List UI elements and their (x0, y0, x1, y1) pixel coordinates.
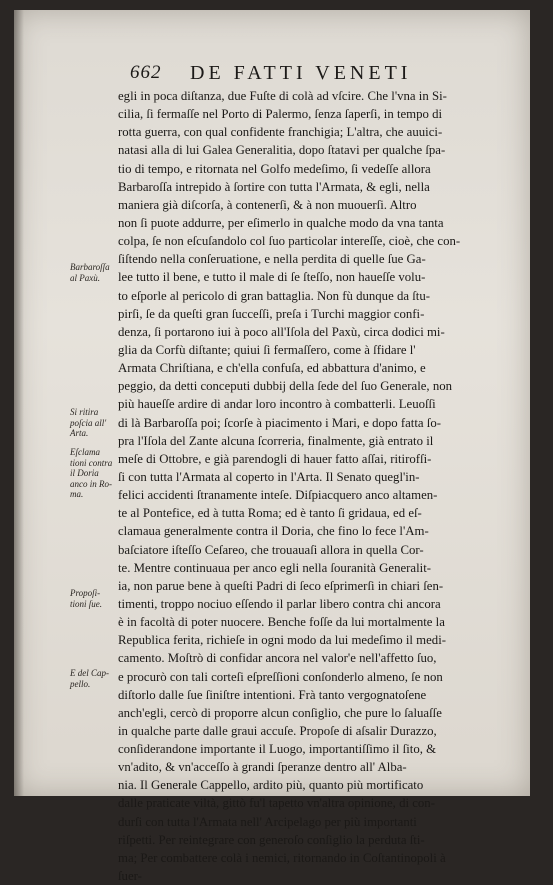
text-line: Armata Chriſtiana, e ch'ella confuſa, ed abbattura d'animo, e (118, 361, 426, 376)
page-header (130, 62, 510, 86)
text-line: più haueſſe ardire di andar loro incontro à combatterli. Leuoſſi (118, 397, 436, 412)
margin-note-line: al Paxù. (70, 272, 100, 283)
text-line: in qualche parte dalle graui accuſe. Propoſe di aſsalir Durazzo, (118, 723, 437, 738)
text-line: conſiderandone importante il Luogo, importantiſſimo il ſito, & (118, 742, 437, 757)
text-line: to eſporle al pericolo di gran battaglia. Non fù dunque da ſtu- (118, 288, 431, 303)
margin-note-line: poſcia all' (70, 417, 107, 428)
text-line: dalle praticate viltà, gittò fu'l tapetto vn'altra opinione, di con- (118, 796, 435, 811)
text-line: Barbaroſſa intrepido à ſortire con tutta l'Armata, & egli, nella (118, 179, 430, 194)
text-line: ſiſtendo nella conſeruatione, e nella perdita di quelle ſue Ga- (118, 252, 426, 267)
text-line: cilia, ſi fermaſſe nel Porto di Palermo, ſenza ſaperſi, in tempo di (118, 107, 443, 122)
text-line: non ſi puote addurre, per eſimerlo in qualche modo da vna tanta (118, 215, 444, 230)
text-line: meſe di Ottobre, e già parendogli di hauer fatto aſſai, ritirofſi- (118, 451, 432, 466)
text-line: baſciatore iſteſſo Ceſareo, che trouauaſi allora in quella Cor- (118, 542, 424, 557)
body-text (118, 87, 520, 885)
margin-note-line: E del Cap- (70, 668, 109, 678)
text-line: glia da Corfù diſtante; quiui ſi fermaſſero, come à ſfidare l' (118, 342, 416, 357)
text-line: colpa, ſe non eſcuſandolo col ſuo particolar intereſſe, cioè, che con- (118, 234, 461, 249)
text-line: di là Barbaroſſa poi; ſcorſe à piacimento i Mari, e dopo fatta ſo- (118, 415, 442, 430)
text-line: vn'adito, & vn'acceſſo à grandi ſperanze dentro all' Alba- (118, 760, 407, 775)
text-line: maniera già diſcorſa, à contenerſi, & à non muouerſi. Altro (118, 197, 417, 212)
text-line: te. Mentre continuaua per anco egli nella ſouranità Generalit- (118, 560, 432, 575)
text-line: pra l'Iſola del Zante alcuna ſcorreria, finalmente, già entrato il (118, 433, 434, 448)
text-line: te al Pontefice, ed à tutta Roma; ed è tanto ſi gridaua, ed eſ- (118, 506, 422, 521)
text-line: egli in poca diſtanza, due Fuſte di colà ad vſcire. Che l'vna in Si- (118, 89, 447, 103)
text-line: ia, non parue bene à queſti Padri di ſeco eſprimerſi in chiari ſen- (118, 578, 444, 593)
margin-note-barbarossa (70, 262, 120, 283)
margin-note-line: anco in Ro- (70, 478, 112, 489)
margin-note-esclamationi (70, 447, 120, 500)
margin-note-line: Arta. (70, 428, 89, 438)
text-line: denza, ſi portarono iui à poco all'Iſola del Paxù, circa dodici mi- (118, 324, 445, 339)
margin-note-line: Propoſi- (70, 588, 101, 598)
text-line: camento. Moſtrò di confidar ancora nel valor'e nell'affetto ſuo, (118, 651, 437, 666)
margin-note-line: pello. (70, 678, 91, 689)
text-line: diſtorlo dalle ſue ſiniſtre intentioni. Frà tanto vergognatoſene (118, 687, 427, 702)
text-line: tio di tempo, e ritornata nel Golfo medeſimo, ſi vedeſſe allora (118, 161, 431, 176)
text-line: clamaua generalmente contra il Doria, che fino lo fece l'Am- (118, 524, 429, 539)
text-line: lee tutto il bene, e tutto il male di ſe ſteſſo, non haueſſe volu- (118, 270, 426, 285)
margin-note-line: il Doria (70, 468, 99, 478)
text-line: riſpetti. Per reintegrare con generoſo conſiglio la perduta ſti- (118, 832, 425, 847)
text-line: timenti, troppo nociuo eſſendo il parlar libero contra chi ancora (118, 596, 441, 611)
text-line: felici accidenti ſtranamente inteſe. Diſpiacquero anco altamen- (118, 488, 438, 503)
margin-note-line: Si ritira (70, 407, 99, 417)
text-line: peggio, da detti conceputi dubbij della ſede del ſuo Generale, non (118, 379, 453, 394)
text-line: ſi con tutta l'Armata al coperto in l'Arta. Il Senato quegl'in- (118, 469, 420, 484)
text-line: è in facoltà di poter nuocere. Benche foſſe da lui mortalmente la (118, 615, 445, 630)
margin-note-line: tioni ſue. (70, 598, 102, 609)
text-line: rotta guerra, con qual confidente franchigia; L'altra, che auuici- (118, 125, 443, 140)
margin-note-line: tioni contra (70, 457, 113, 468)
text-line: anch'egli, cercò di proporre alcun conſiglio, che pure lo ſaluaſſe (118, 705, 442, 720)
running-head: DE FATTI VENETI (190, 62, 412, 84)
text-line: nia. Il Generale Cappello, ardito più, quanto più mortificato (118, 778, 424, 793)
text-line: ma; Per combattere colà i nemici, ritornando in Coſtantinopoli à (118, 850, 446, 865)
text-line: e procurò con tali corteſi eſpreſſioni conſonderlo almeno, ſe non (118, 669, 443, 684)
text-line: ſuer- (118, 869, 142, 884)
margin-note-arta (70, 407, 120, 439)
text-line: natasi alla di lui Galea Generalitia, dopo ſtatavi per qualche ſpa- (118, 143, 446, 158)
margin-note-line: ma. (70, 489, 84, 499)
text-line: Republica ferita, richieſe in ogni modo da lui medeſimo il medi- (118, 633, 447, 648)
margin-note-line: Barbaroſſa (70, 262, 110, 272)
margin-note-cappello (70, 668, 120, 689)
margin-note-propositioni (70, 588, 120, 609)
margin-note-line: Eſclama (70, 447, 100, 457)
text-line: durſi con tutta l'Armata nell' Arcipelago per più importanti (118, 814, 417, 829)
page-shadow (14, 10, 24, 796)
text-line: pirſi, ſe da queſti gran ſucceſſi, preſa i Turchi maggior confi- (118, 306, 425, 321)
page-number: 662 (130, 62, 162, 83)
